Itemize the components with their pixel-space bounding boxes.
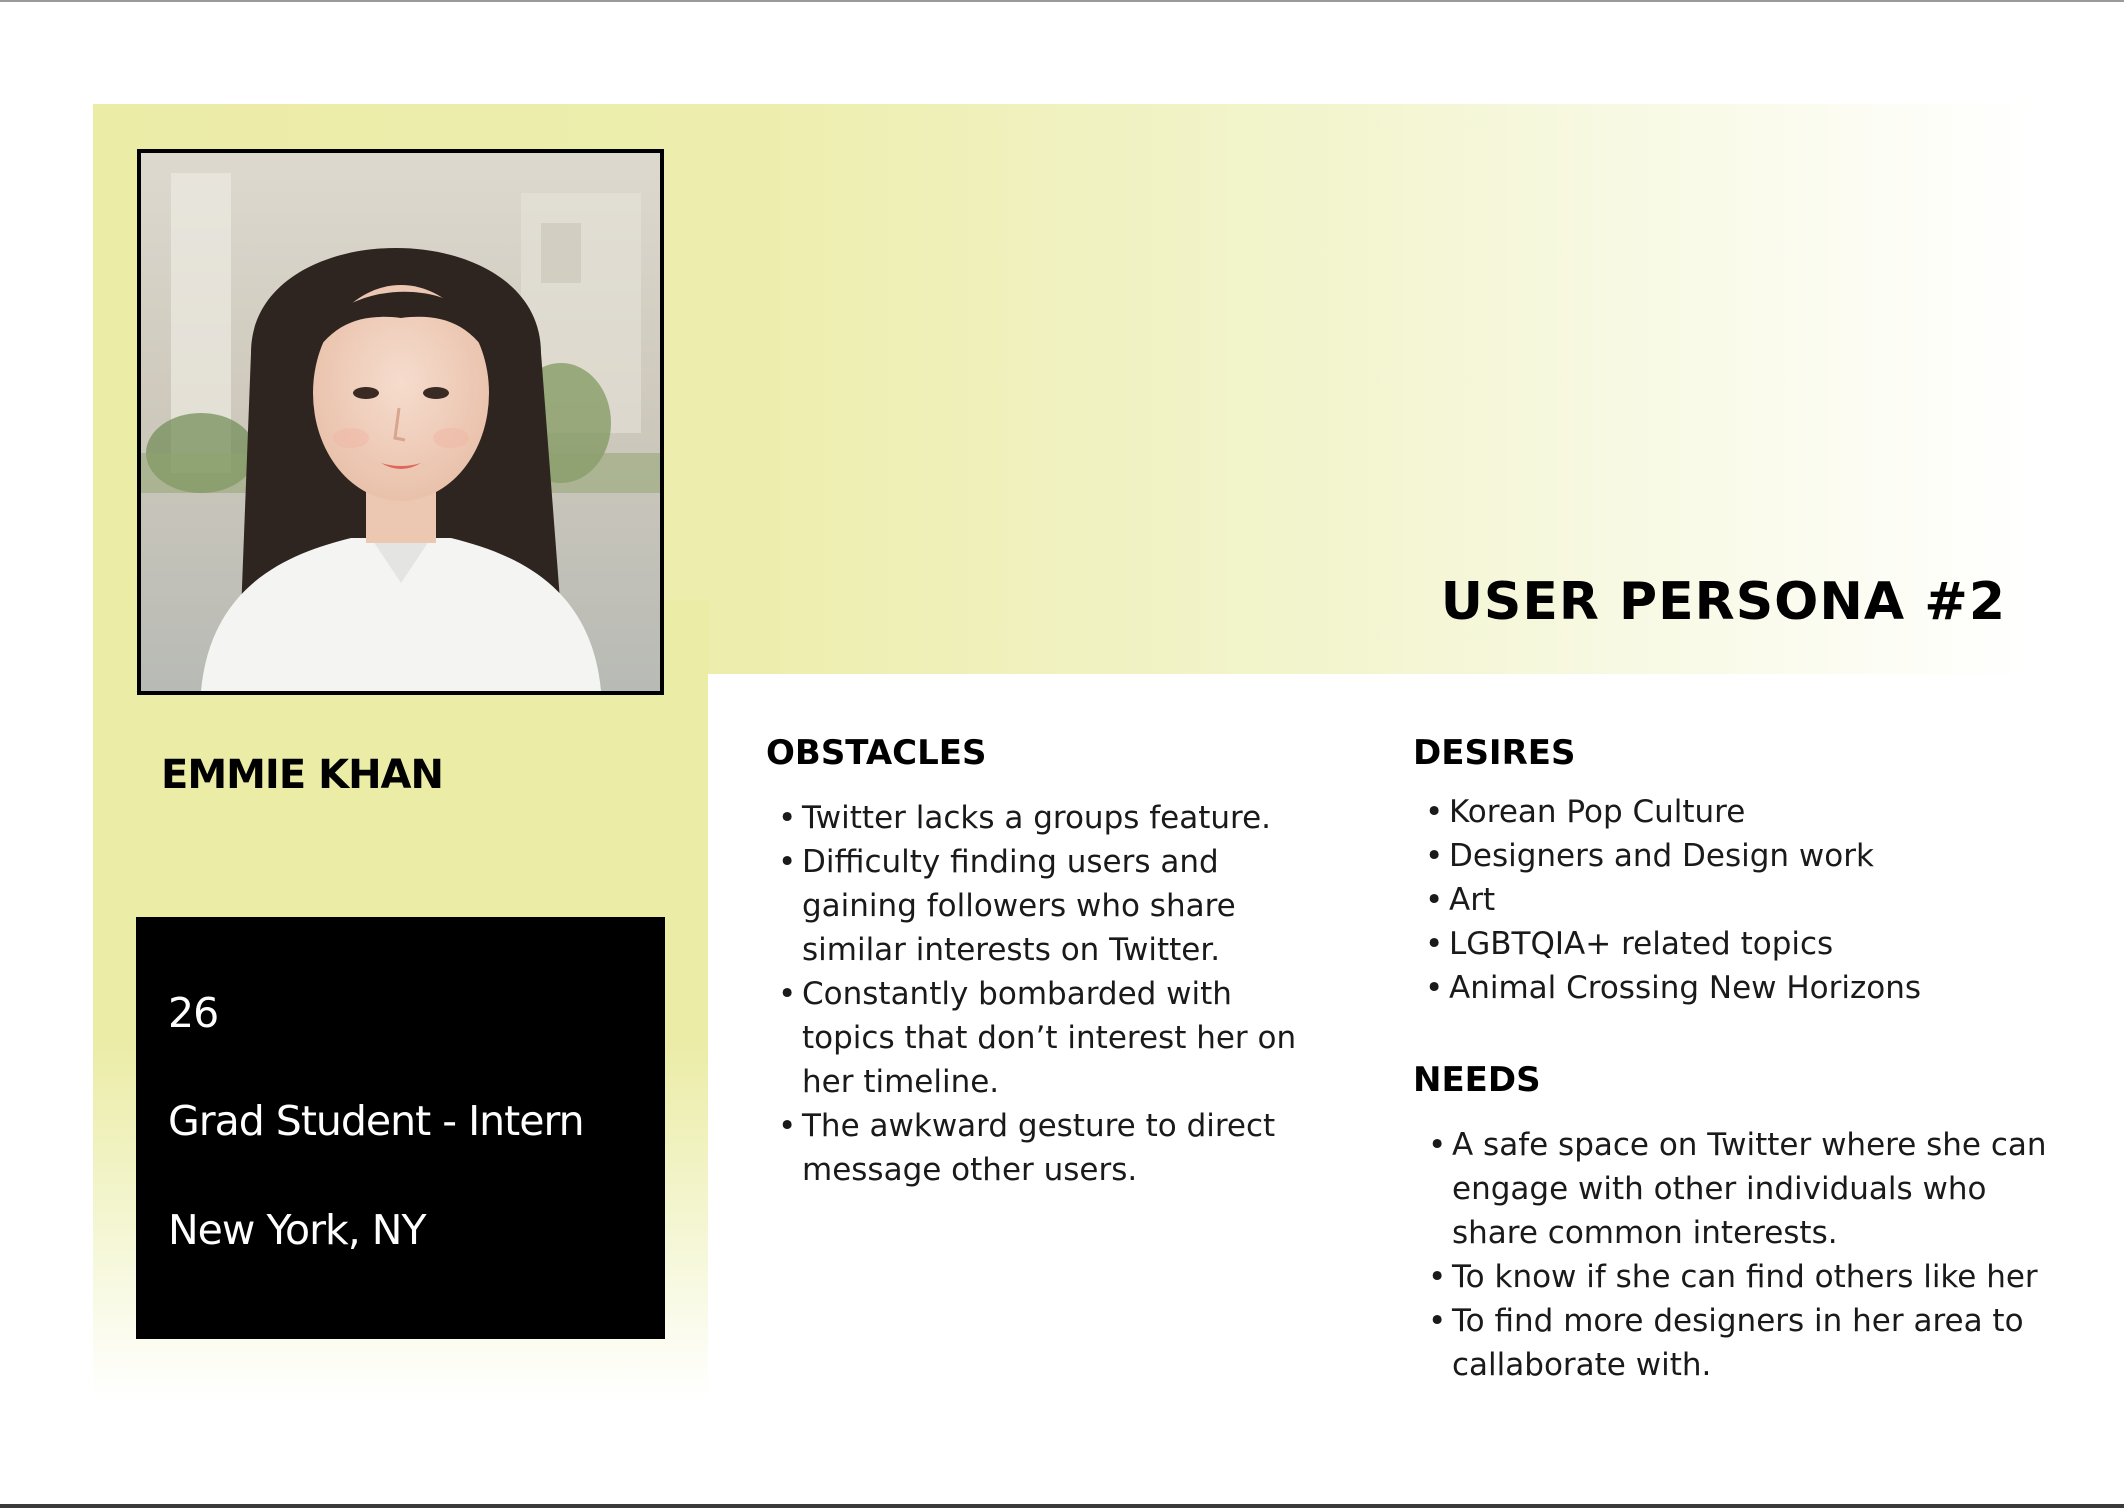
list-item: • Korean Pop Culture — [1425, 790, 2025, 834]
needs-list — [1428, 1123, 2058, 1387]
list-item: • Animal Crossing New Horizons — [1425, 966, 2025, 1010]
list-item: • The awkward gesture to direct message other users. — [778, 1104, 1298, 1192]
persona-location: New York, NY — [168, 1206, 426, 1254]
persona-info-box — [136, 917, 665, 1339]
desires-list — [1425, 790, 2025, 1010]
list-item: • Designers and Design work — [1425, 834, 2025, 878]
persona-occupation: Grad Student - Intern — [168, 1097, 584, 1145]
portrait-photo-icon — [141, 153, 660, 691]
needs-heading: NEEDS — [1413, 1060, 1541, 1100]
list-item: • A safe space on Twitter where she can engage with other individuals who share common interests. — [1428, 1123, 2058, 1255]
list-item: • Difficulty finding users and gaining followers who share similar interests on Twitter. — [778, 840, 1298, 972]
profile-photo — [137, 149, 664, 695]
persona-name: EMMIE KHAN — [161, 752, 443, 798]
list-item: • To find more designers in her area to callaborate with. — [1428, 1299, 2058, 1387]
top-border — [0, 0, 2124, 2]
list-item: • Twitter lacks a groups feature. — [778, 796, 1298, 840]
persona-age: 26 — [168, 989, 219, 1037]
list-item: • Constantly bombarded with topics that don’t interest her on her timeline. — [778, 972, 1298, 1104]
page-title: USER PERSONA #2 — [1440, 572, 2006, 632]
list-item: • Art — [1425, 878, 2025, 922]
obstacles-list — [778, 796, 1298, 1192]
list-item: • To know if she can find others like her — [1428, 1255, 2058, 1299]
bottom-border — [0, 1504, 2124, 1508]
list-item: • LGBTQIA+ related topics — [1425, 922, 2025, 966]
desires-heading: DESIRES — [1413, 733, 1576, 773]
obstacles-heading: OBSTACLES — [766, 733, 987, 773]
